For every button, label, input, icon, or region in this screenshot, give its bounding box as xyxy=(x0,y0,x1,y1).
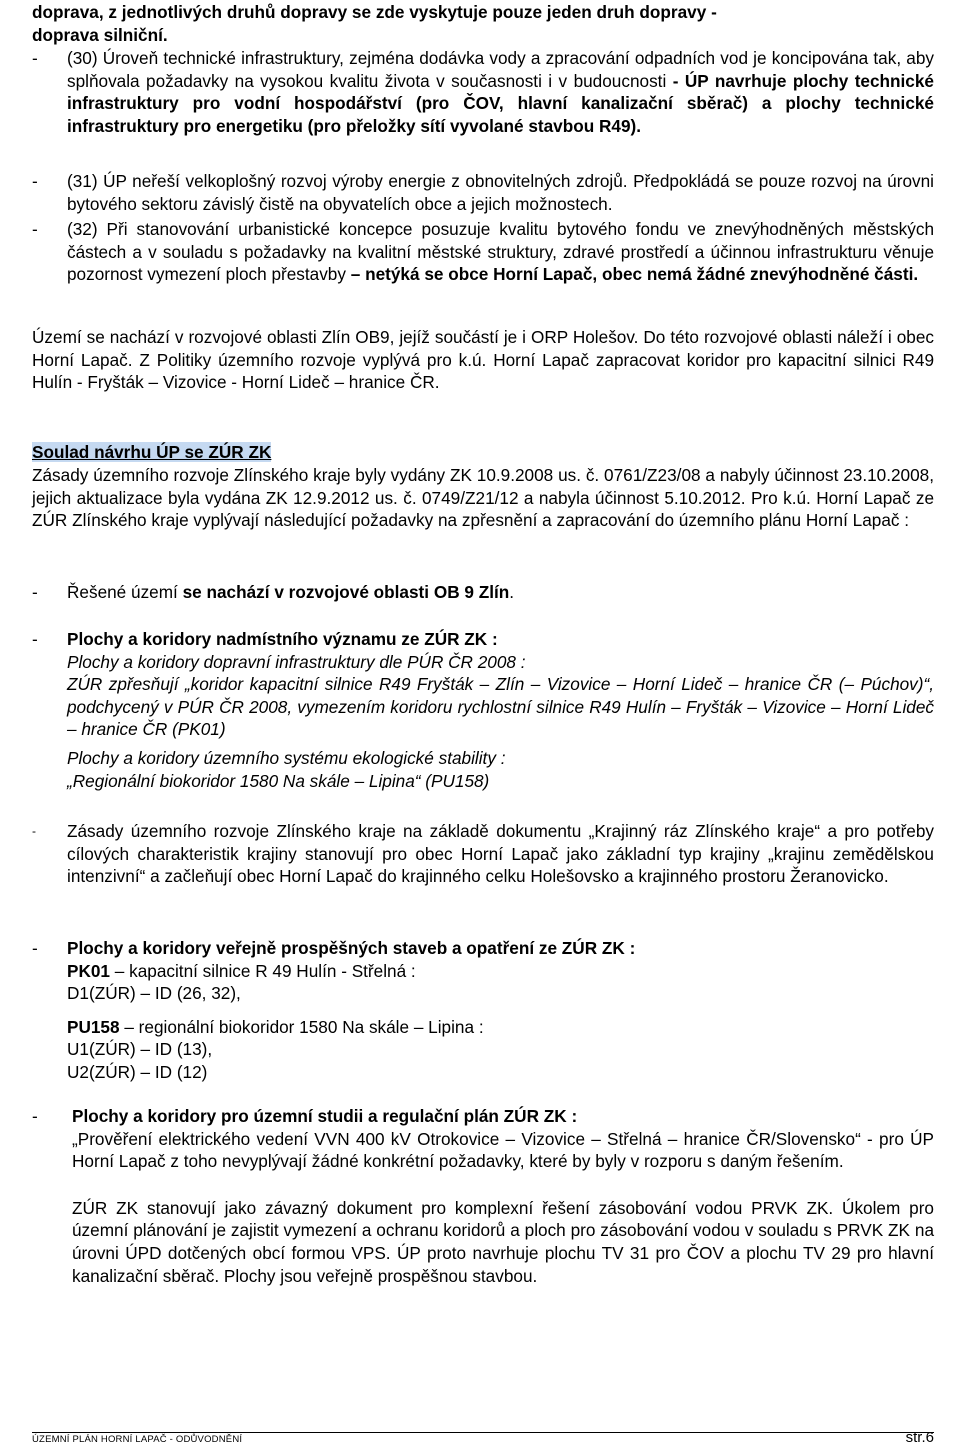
item-32-bullet: - xyxy=(32,219,38,239)
req2-sub1-text: ZÚR zpřesňují „koridor kapacitní silnice R49 Fryšták – Zlín – Vizovice – Horní Lideč – hranice ČR (– Púchov)“, podchycený v PÚR ČR 2008, vymezením koridoru rychlostní silnice R49 Hulín – Fryšták – Vizovice – Horní Lideč – hranice ČR (PK01) xyxy=(67,674,934,740)
ob9-paragraph: Území se nachází v rozvojové oblasti Zlín OB9, jejíž součástí je i ORP Holešov. Do této rozvojové oblasti náleží i obec Horní Lapač. Z Politiky územního rozvoje vyplývá pro k.ú. Horní Lapač zapracovat koridor pro kapacitní silnici R49 Hulín - Fryšták – Vizovice - Horní Lideč – hranice ČR. xyxy=(32,327,934,393)
req4-pu-line xyxy=(67,1016,934,1039)
item-30-text xyxy=(67,47,934,137)
intro-text xyxy=(32,1,934,46)
intro-line-2: doprava silniční. xyxy=(32,24,168,45)
req2-heading: Plochy a koridory nadmístního významu ze ZÚR ZK : xyxy=(67,629,498,649)
item-32-text xyxy=(67,218,934,286)
req3-text: Zásady územního rozvoje Zlínského kraje na základě dokumentu „Krajinný ráz Zlínského kraje“ a pro potřeby cílových charakteristik krajiny stanovují pro obec Horní Lapač jako základní typ krajiny „krajinu zemědělskou intenzivní“ a začleňují obec Horní Lapač do krajinného celku Holešovsko a krajinného prostoru Žeranovicko. xyxy=(67,821,934,887)
req4-pu-line2: U1(ZÚR) – ID (13), xyxy=(67,1039,213,1060)
req5-text2: ZÚR ZK stanovují jako závazný dokument pro komplexní řešení zásobování vodou PRVK ZK. Úkolem pro územní plánování je zajistit vymezení a ochranu koridorů a ploch pro zásobování vodou v souladu s PRVK ZK na úrovni ÚPD dotčených obcí formou VPS. ÚP proto navrhuje plochu TV 31 pro ČOV a plochu TV 29 pro hlavní kanalizační sběrač. Plochy jsou veřejně prospěšnou stavbou. xyxy=(72,1197,934,1286)
req2-sub2-text: „Regionální biokoridor 1580 Na skále – Lipina“ (PU158) xyxy=(67,770,490,791)
req2-sub1: Plochy a koridory dopravní infrastruktury dle PÚR ČR 2008 : xyxy=(67,651,526,672)
req5-bullet: - xyxy=(32,1106,38,1126)
req4-pk-text: – kapacitní silnice R 49 Hulín - Střelná : xyxy=(110,960,416,981)
item-32-normal: (32) Při stanovování urbanistické koncepce posuzuje kvalitu bytového fondu ve znevýhodněných městských částech a v souladu s požadavky na kvalitní městské struktury, zdravé prostředí a účinnou infrastrukturu věnuje pozornost vymezení ploch přestavby xyxy=(67,219,934,285)
req2-bullet: - xyxy=(32,629,38,649)
req2-block xyxy=(67,628,934,792)
req5-block xyxy=(72,1105,934,1287)
req5-text: „Prověření elektrického vedení VVN 400 kV Otrokovice – Vizovice – Střelná – hranice ČR/Slovensko“ - pro ÚP Horní Lapač z toho nevyplývají žádné konkrétní požadavky, které by byly v rozporu s daným řešením. xyxy=(72,1128,934,1172)
req4-pk-line2: D1(ZÚR) – ID (26, 32), xyxy=(67,983,241,1004)
req3-bullet: - xyxy=(32,824,36,838)
section-heading-text: Soulad návrhu ÚP se ZÚR ZK xyxy=(32,442,272,462)
section-paragraph: Zásady územního rozvoje Zlínského kraje byly vydány ZK 10.9.2008 us. č. 0761/Z23/08 a nabyly účinnost 23.10.2008, jejich aktualizace byla vydána ZK 12.9.2012 us. č. 0749/Z21/12 a nabyla účinnost 5.10.2012. Pro k.ú. Horní Lapač ze ZÚR Zlínského kraje vyplývají následující požadavky na zpřesnění a zapracování do územního plánu Horní Lapač : xyxy=(32,465,934,531)
req1-end: . xyxy=(509,582,515,602)
item-30-bullet: - xyxy=(32,48,38,68)
footer-title: ÚZEMNÍ PLÁN HORNÍ LAPAČ - ODŮVODNĚNÍ xyxy=(32,1434,243,1445)
req4-pk-code: PK01 xyxy=(67,960,110,981)
req5-heading: Plochy a koridory pro územní studii a regulační plán ZÚR ZK : xyxy=(72,1106,578,1126)
req1-bold: se nachází v rozvojové oblasti OB 9 Zlín xyxy=(182,582,510,602)
item-30-normal: (30) Úroveň technické infrastruktury, zejména dodávka vody a zpracování odpadních vod je koncipována tak, aby splňovala požadavky na vysokou kvalitu života v současnosti i v budoucnosti xyxy=(67,48,934,91)
intro-line-1: doprava, z jednotlivých druhů dopravy se zde vyskytuje pouze jeden druh dopravy - xyxy=(32,2,717,22)
item-31-bullet: - xyxy=(32,171,38,191)
page-number: str.6 xyxy=(905,1429,934,1446)
req4-block xyxy=(67,937,934,1084)
item-30-bold: - ÚP navrhuje plochy technické infrastruktury pro vodní hospodářství (pro ČOV, hlavní kanalizační sběrač) a plochy technické infrastruktury pro energetiku (pro přeložky sítí vyvolané stavbou R49). xyxy=(67,70,934,136)
req1-text xyxy=(67,581,934,604)
req4-pk-line xyxy=(67,960,934,983)
req1-bullet: - xyxy=(32,582,38,602)
req2-sub2: Plochy a koridory územního systému ekologické stability : xyxy=(67,747,506,768)
req4-pu-line3: U2(ZÚR) – ID (12) xyxy=(67,1061,208,1082)
req4-heading: Plochy a koridory veřejně prospěšných staveb a opatření ze ZÚR ZK : xyxy=(67,938,636,958)
item-32-bold: – netýká se obce Horní Lapač, obec nemá žádné znevýhodněné části. xyxy=(350,264,919,285)
req1-normal: Řešené území xyxy=(67,582,183,602)
req4-pu-text: – regionální biokoridor 1580 Na skále – Lipina : xyxy=(119,1016,484,1037)
req4-bullet: - xyxy=(32,938,38,958)
item-31-text: (31) ÚP neřeší velkoplošný rozvoj výroby energie z obnovitelných zdrojů. Předpokládá se pouze rozvoj na úrovni bytového sektoru závislý čistě na obyvatelích obce a jejich možnostech. xyxy=(67,171,934,214)
section-heading xyxy=(32,441,934,464)
req4-pu-code: PU158 xyxy=(67,1016,120,1037)
footer-divider xyxy=(32,1432,934,1433)
